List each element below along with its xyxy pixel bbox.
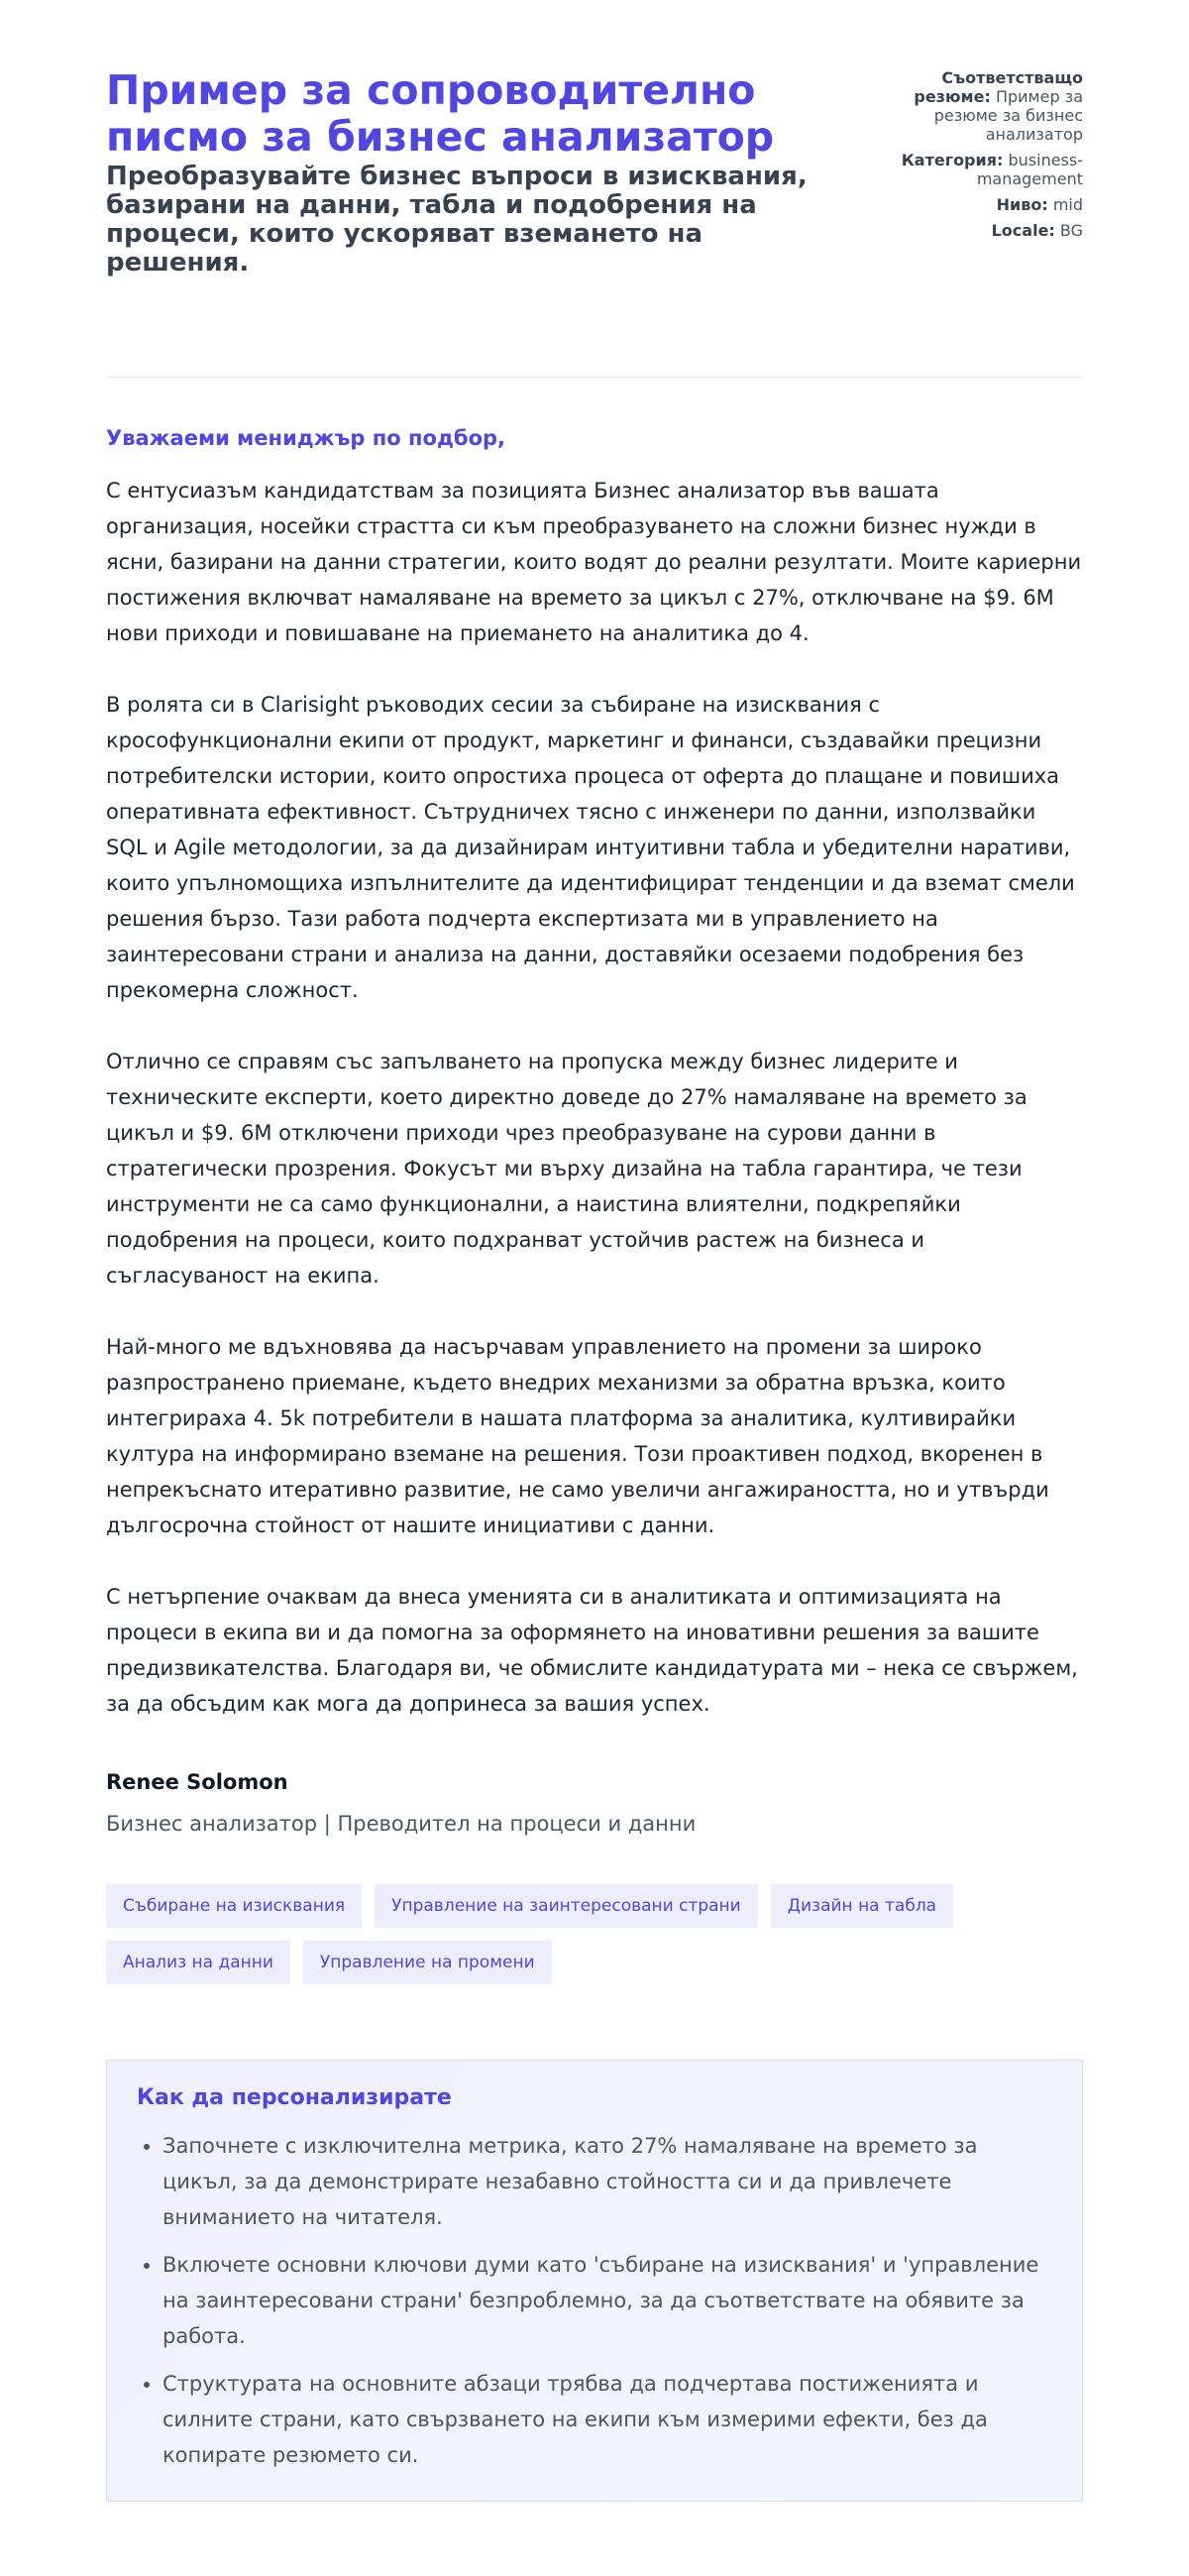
page-title: Пример за сопроводително писмо за бизнес анализатор bbox=[106, 66, 775, 161]
signature-role: Бизнес анализатор | Преводител на процеси и данни bbox=[106, 1812, 697, 1836]
skill-tag: Събиране на изисквания bbox=[106, 1884, 362, 1928]
letter-paragraph: Най-много ме вдъхновява да насърчавам управлението на промени за широко разпространено приемане, където внедрих механизми за обратна връзка, които интегрираха 4. 5k потребители в нашата платформа за аналитика, култивирайки култура на информирано вземане на решения. Този проактивен подход, вкоренен в непрекъснато итеративно развитие, не само увеличи ангажираността, но и утвърди дългосрочна стойност от нашите инициативи с данни. bbox=[106, 1335, 1049, 1537]
meta-category-value: business-management bbox=[976, 151, 1083, 188]
page-header bbox=[106, 67, 1083, 310]
signature-name: Renee Solomon bbox=[106, 1770, 288, 1794]
meta-locale-value: BG bbox=[1059, 221, 1083, 240]
skill-tag: Дизайн на табла bbox=[771, 1884, 953, 1928]
skill-tag: Управление на заинтересовани страни bbox=[375, 1884, 758, 1928]
meta-resume-value: Пример за резюме за бизнес анализатор bbox=[933, 87, 1083, 144]
salutation: Уважаеми мениджър по подбор, bbox=[106, 426, 506, 450]
letter-paragraph: С ентусиазъм кандидатствам за позицията Бизнес анализатор във вашата организация, носейки страстта си към преобразуването на сложни бизнес нужди в ясни, базирани на данни стратегии, които водят до реални резултати. Моите кариерни постижения включват намаляване на времето за цикъл с 27%, отключване на $9. 6M нови приходи и повишаване на приемането на аналитика до 4. bbox=[106, 479, 1082, 645]
meta-level-label: Ниво: bbox=[996, 195, 1048, 214]
letter-paragraph: С нетърпение очаквам да внеса уменията си в аналитиката и оптимизацията на процеси в екипа ви и да помогна за оформянето на иновативни решения за вашите предизвикателства. Благодаря ви, че обмислите кандидатурата ми – нека се свържем, за да обсъдим как мога да допринеса за вашия успех. bbox=[106, 1585, 1078, 1716]
meta-resume bbox=[875, 68, 1083, 144]
meta-category-label: Категория: bbox=[901, 151, 1004, 169]
skill-tag: Анализ на данни bbox=[106, 1941, 290, 1984]
meta-resume-label: Съответстващо резюме: bbox=[914, 68, 1083, 106]
skill-tags bbox=[106, 1884, 998, 1984]
tip-item: • Започнете с изключителна метрика, като 27% намаляване на времето за цикъл, за да демонстрирате незабавно стойността си и да привлечете вниманието на читателя. bbox=[162, 2128, 1052, 2235]
skill-tag: Управление на промени bbox=[303, 1941, 552, 1984]
personalization-tips bbox=[106, 2060, 1083, 2502]
page-subtitle: Преобразувайте бизнес въпроси в изисквания, базирани на данни, табла и подобрения на процеси, които ускоряват вземането на решения. bbox=[106, 162, 808, 278]
letter-paragraph: В ролята си в Clarisight ръководих сесии за събиране на изисквания с крософункционални екипи от продукт, маркетинг и финанси, създавайки прецизни потребителски истории, които опростиха процеса от оферта до плащане и повишиха оперативната ефективност. Сътрудничех тясно с инженери по данни, използвайки SQL и Agile методологии, за да дизайнирам интуитивни табла и убедителни наративи, които упълномощиха изпълнителите да идентифицират тенденции и да вземат смели решения бързо. Тази работа подчерта експертизата ми в управлението на заинтересовани страни и анализа на данни, доставяйки осезаеми подобрения без прекомерна сложност. bbox=[106, 693, 1075, 1002]
meta-level bbox=[875, 195, 1083, 214]
meta-locale-label: Locale: bbox=[991, 221, 1055, 240]
tip-item: • Структурата на основните абзаци трябва да подчертава постиженията и силните страни, като свързването на екипи към измерими ефекти, без да копирате резюмето си. bbox=[162, 2366, 1052, 2473]
meta-panel bbox=[875, 67, 1083, 247]
meta-category bbox=[875, 151, 1083, 188]
tips-list bbox=[137, 2128, 1052, 2473]
header-divider bbox=[106, 377, 1083, 378]
title-block bbox=[106, 67, 819, 278]
tip-item: • Включете основни ключови думи като 'събиране на изисквания' и 'управление на заинтересовани страни' безпроблемно, за да съответствате на обявите за работа. bbox=[162, 2247, 1052, 2354]
meta-locale bbox=[875, 221, 1083, 240]
letter bbox=[106, 425, 1083, 2502]
tips-title: Как да персонализирате bbox=[137, 2085, 452, 2110]
signature-block bbox=[106, 1769, 1083, 1837]
meta-level-value: mid bbox=[1052, 195, 1083, 214]
letter-body bbox=[106, 473, 1083, 1722]
letter-paragraph: Отлично се справям със запълването на пропуска между бизнес лидерите и техническите експерти, което директно доведе до 27% намаляване на времето за цикъл и $9. 6M отключени приходи чрез преобразуване на сурови данни в стратегически прозрения. Фокусът ми върху дизайна на табла гарантира, че тези инструменти не са само функционални, а наистина влиятелни, подкрепяйки подобрения на процеси, които подхранват устойчив растеж на бизнеса и съгласуваност на екипа. bbox=[106, 1050, 1027, 1288]
